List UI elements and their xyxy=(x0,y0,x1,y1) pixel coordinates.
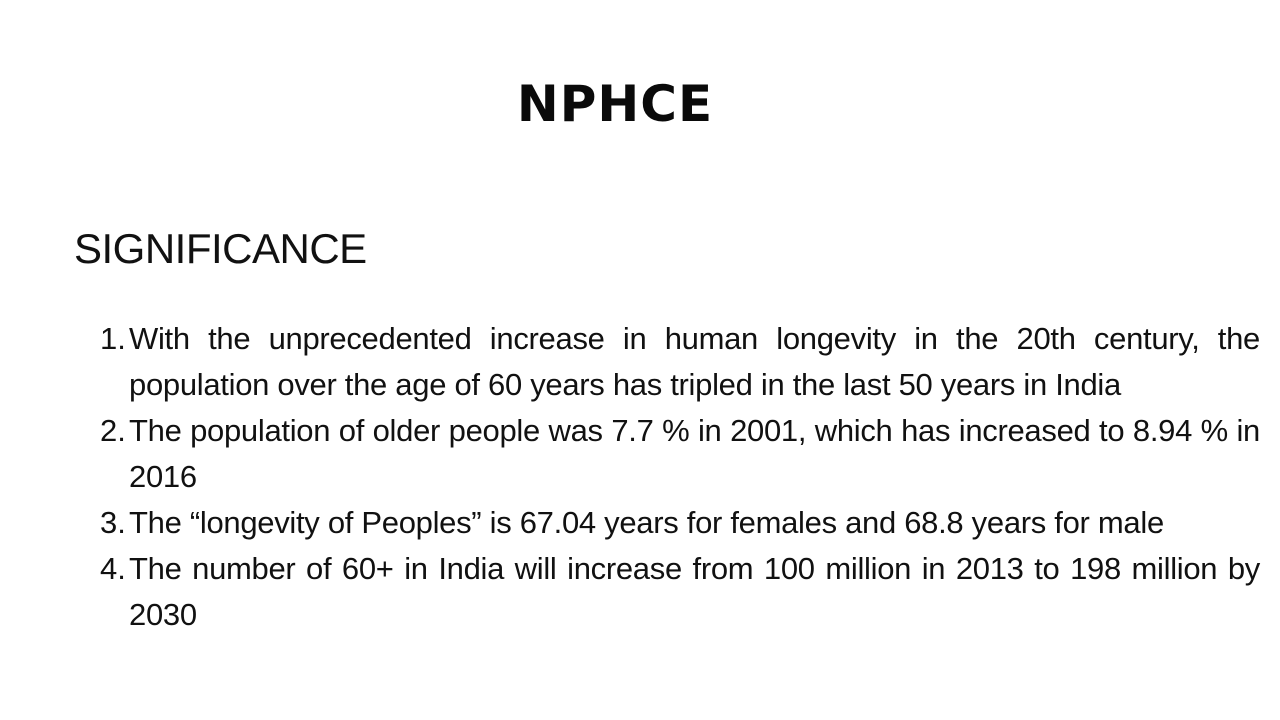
significance-list xyxy=(100,316,1260,638)
list-item xyxy=(100,500,1260,546)
list-item-number: 4. xyxy=(100,551,126,586)
slide-title: NPHCE xyxy=(516,75,714,133)
list-item-number: 1. xyxy=(100,321,126,356)
list-item xyxy=(100,316,1260,408)
list-item xyxy=(100,408,1260,500)
list-item-text: The “longevity of Peoples” is 67.04 years for females and 68.8 years for male xyxy=(129,505,1164,540)
list-item-number: 2. xyxy=(100,413,126,448)
list-item xyxy=(100,546,1260,638)
list-item-number: 3. xyxy=(100,505,126,540)
section-heading: SIGNIFICANCE xyxy=(74,225,367,272)
list-item-text: The population of older people was 7.7 % in 2001, which has increased to 8.94 % in 2016 xyxy=(129,413,1260,494)
list-item-text: The number of 60+ in India will increase from 100 million in 2013 to 198 million by 2030 xyxy=(129,551,1260,632)
list-item-text: With the unprecedented increase in human longevity in the 20th century, the population over the age of 60 years has tripled in the last 50 years in India xyxy=(129,321,1260,402)
